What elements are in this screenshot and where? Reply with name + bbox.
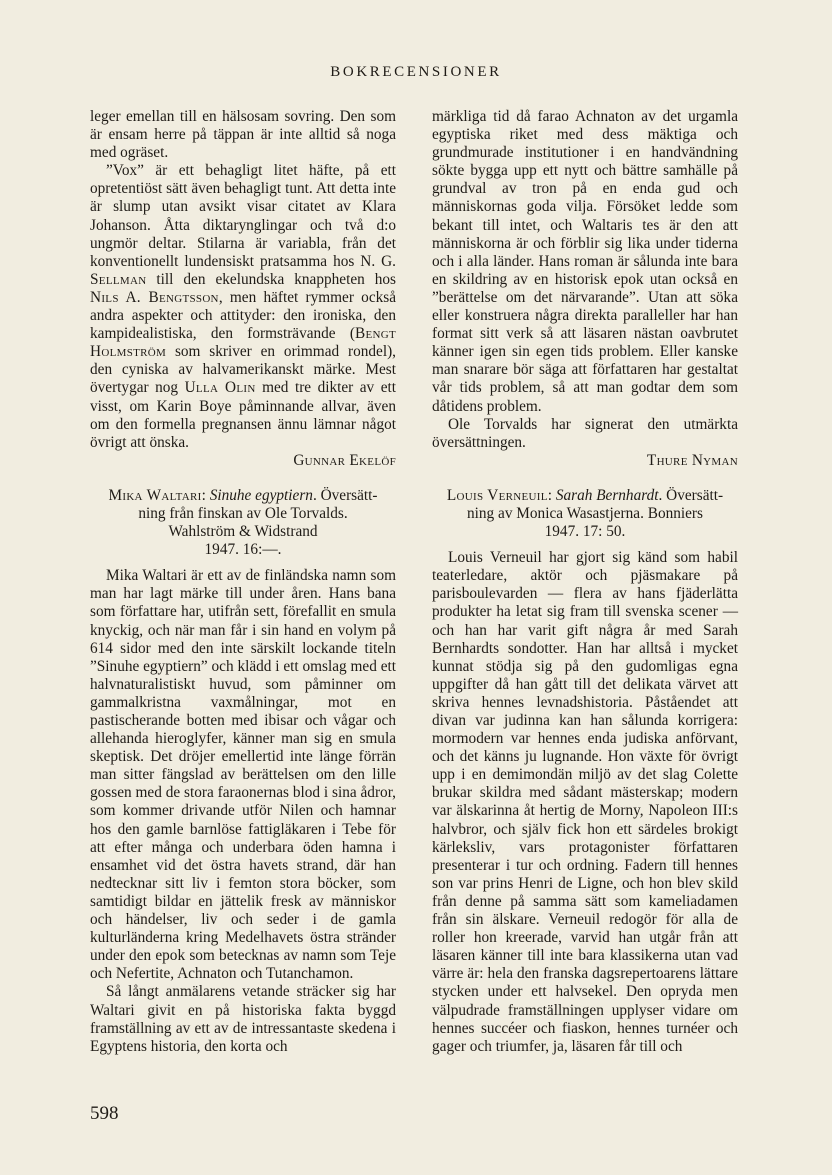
person-name: Nils A. Bengtsson [90, 288, 219, 306]
signature-line [432, 452, 738, 470]
heading-line: ning från finskan av Ole Torvalds. [138, 504, 348, 522]
reviewer-signature: Gunnar Ekelöf [293, 451, 396, 469]
heading-line: 1947. 16:—. [204, 541, 282, 559]
left-column [90, 108, 396, 1056]
heading-line: ning av Monica Wasastjerna. Bonniers [467, 504, 703, 522]
text-run: med tre dikter av ett visst, om Karin Boye påminnande allvar, även om den formella pregnansen ännu lämnar något övrigt att önska. [90, 379, 397, 451]
page-number: 598 [90, 1103, 119, 1124]
text-run: till den ekelundska knappheten hos [146, 270, 396, 288]
heading-line: Wahlström & Widstrand [168, 523, 318, 541]
running-head: BOKRECENSIONER [330, 64, 502, 80]
reviewer-signature: Thure Nyman [646, 451, 738, 469]
heading-line: 1947. 17: 50. [544, 523, 626, 541]
review-heading: Mika Waltari: Sinuhe egyptiern. Översätt- ning från finskan av Ole Torvalds. Wahlström & Widstrand 1947. 16:—. [90, 487, 396, 559]
book-author: Louis Verneuil [446, 486, 548, 504]
right-column [432, 108, 738, 1056]
person-name: Ulla Olin [184, 379, 256, 397]
person-name: Bengt Holmström [90, 325, 396, 361]
text-run: , men häftet rymmer också andra aspekter och attityder: den ironiska, den kampidealistiska, den formsträvande ( [90, 288, 396, 343]
book-title: Sinuhe egyptiern [209, 486, 313, 504]
person-name: Sellman [90, 270, 147, 288]
paragraph: Ole Torvalds har signerat den utmärkta översättningen. [432, 415, 738, 451]
signature-line [90, 452, 396, 470]
book-title: Sarah Bernhardt [555, 486, 659, 504]
text-run: som skriver en orimmad rondel), den cyniska av halvamerikanskt märke. Mest övertygar nog [90, 343, 396, 397]
paragraph: Så långt anmälarens vetande sträcker sig har Waltari givit en på historiska fakta byggd framställning av ett av de intressantaste skedena i Egyptens historia, den korta och [90, 983, 396, 1055]
paragraph: leger emellan till en hälsosam sovring. Den som är ensam herre på täppan är inte alltid så noga med ogräset. [90, 108, 396, 162]
paragraph: Louis Verneuil har gjort sig känd som habil teaterledare, aktör och pjäsmakare på parisboulevarden — flera av hans fjäderlätta produkter ha letat sig fram till svenska scener — och han har varit gift några år med Sarah Bernhardts sondotter. Han har alltså i mycket kunnat stödja sig på den gudomligas egna uppgifter då han gått till det delikata värvet att skriva hennes levnadshistoria. Påståendet att divan var judinna kan han sålunda korrigera: mormodern var hennes enda judiska anförvant, och det känns ju lugnande. Hon växte för övrigt upp i en demimondän miljö av det slag Colette brukar skildra med sådant mästerskap; modern var älskarinna åt hertig de Morny, Napoleon III:s halvbror, och själv fick hon ett särdeles brokigt kärleksliv, vars protagonister författaren presenterar i tur och ordning. Fadern till hennes son var prins Henri de Ligne, och hon blev skild från denne på samma sätt som kameliadamen från sin älskare. Verneuil redogör för alla de roller hon kreerade, varvid han utgår från att läsaren känner till inte bara klassikerna utan vad värre är: hela den franska dagsrepertoarens lättare stycken under ett halvsekel. Den opryda men välpudrade framställningen upplyser vidare om hennes succéer och fiaskon, hennes turnéer och gager och triumfer, ja, läsaren får till och [432, 549, 738, 1055]
review-heading: Louis Verneuil: Sarah Bernhardt. Översätt- ning av Monica Wasastjerna. Bonniers 1947. 17: 50. [432, 487, 738, 541]
paragraph [90, 162, 396, 452]
text-run: ”Vox” är ett behagligt litet häfte, på ett opretentiöst sätt även behagligt tunt. Att detta inte är slump utan avsikt visar citatet av Klara Johanson. Åtta diktarynglingar och två d:o ungmör deltar. Stilarna är variabla, från det konventionellt lundensiskt pratsamma hos N. G. [90, 162, 396, 270]
book-author: Mika Waltari [108, 486, 202, 504]
paragraph: märkliga tid då farao Achnaton av det urgamla egyptiska riket med dess mäktiga och grundmurade institutioner i en handvändning sökte bygga upp ett nytt och bättre samhälle på grundval av tron på en enda gud och människornas goda vilja. Försöket ledde som bekant till intet, och Waltaris tes är den att människorna är och förblir sig lika under tiderna och i alla länder. Hans roman är sålunda inte bara en skildring av en historisk epok utan också en ”berättelse om det närvarande”. Utan att söka eller konstruera några direkta paralleller har han format sitt verk så att läsaren nästan oavbrutet känner igen sin egen tids problem. Eller kanske man snarare bör säga att författaren har gestaltat vår tids problem, så att man godtar dem som dåtidens problem. [432, 108, 738, 415]
paragraph: Mika Waltari är ett av de finländska namn som man har lagt märke till under åren. Hans bana som författare har, utifrån sett, förefallit en smula knyckig, och när man får i sin hand en volym på 614 sidor med den inte särskilt lockande titeln ”Sinuhe egyptiern” och klädd i ett omslag med ett halvnaturalistiskt huvud, som påminner om gammalkristna vaxmålningar, mot en pastischerande botten med ibisar och vågar och allehanda hieroglyfer, känner man sig en smula skeptisk. Det dröjer emellertid inte länge förrän man sitter fängslad av berättelsen om den lille gossen med de stora faraonernas blod i sina ådror, som kommer drivande utför Nilen och hamnar hos den gamle barnlöse fattigläkaren i Tebe för att efter många och underbara öden hamna i ensamhet vid det östra havets strand, där han nedtecknar sitt liv i femton stora böcker, som samtidigt bildar en jättelik fresk av människor och händelser, liv och seder i de gamla kulturländerna kring Medelhavets östra stränder under den epok som betecknas av namn som Teje och Nefertite, Achnaton och Tutanchamon. [90, 567, 396, 983]
